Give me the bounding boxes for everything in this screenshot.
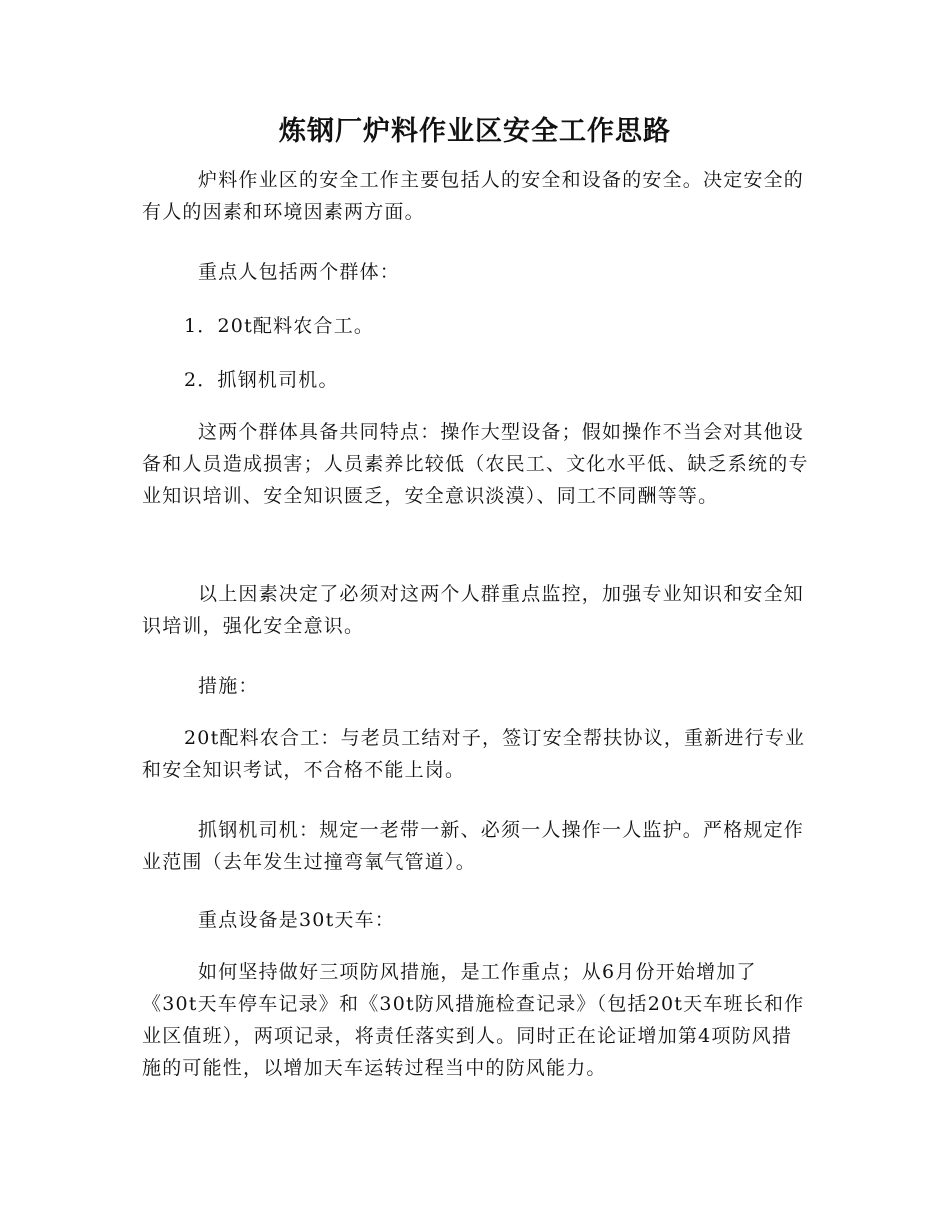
paragraph-key-people: 重点人包括两个群体： (198, 261, 401, 283)
document-title: 炼钢厂炉料作业区安全工作思路 (279, 116, 671, 147)
paragraph-wind-measures: 如何坚持做好三项防风措施，是工作重点；从6月份开始增加了《30t天车停车记录》和《30t防风措施检查记录》（包括20t天车班长和作业区值班），两项记录，将责任落实到人。同时正在论证增加第4项防风措施的可能性，以增加天车运转过程当中的防风能力。 (142, 961, 805, 1079)
paragraph-measure-workers: 20t配料农合工：与老员工结对子，签订安全帮扶协议，重新进行专业和安全知识考试，不合格不能上岗。 (142, 727, 806, 781)
paragraph-measure-drivers: 抓钢机司机：规定一老带一新、必须一人操作一人监护。严格规定作业范围（去年发生过撞弯氧气管道）。 (142, 819, 805, 873)
list-item-2: 2．抓钢机司机。 (184, 369, 339, 391)
list-item-1: 1．20t配料农合工。 (184, 315, 375, 337)
paragraph-intro: 炉料作业区的安全工作主要包括人的安全和设备的安全。决定安全的有人的因素和环境因素两方面。 (142, 169, 805, 223)
paragraph-common-traits: 这两个群体具备共同特点：操作大型设备；假如操作不当会对其他设备和人员造成损害；人员素养比较低（农民工、文化水平低、缺乏系统的专业知识培训、安全知识匮乏，安全意识淡漠）、同工不同酬等等。 (142, 421, 809, 507)
paragraph-key-equipment: 重点设备是30t天车： (198, 909, 396, 931)
paragraph-monitoring: 以上因素决定了必须对这两个人群重点监控，加强专业知识和安全知识培训，强化安全意识。 (142, 583, 805, 637)
paragraph-measures-heading: 措施： (198, 675, 259, 697)
